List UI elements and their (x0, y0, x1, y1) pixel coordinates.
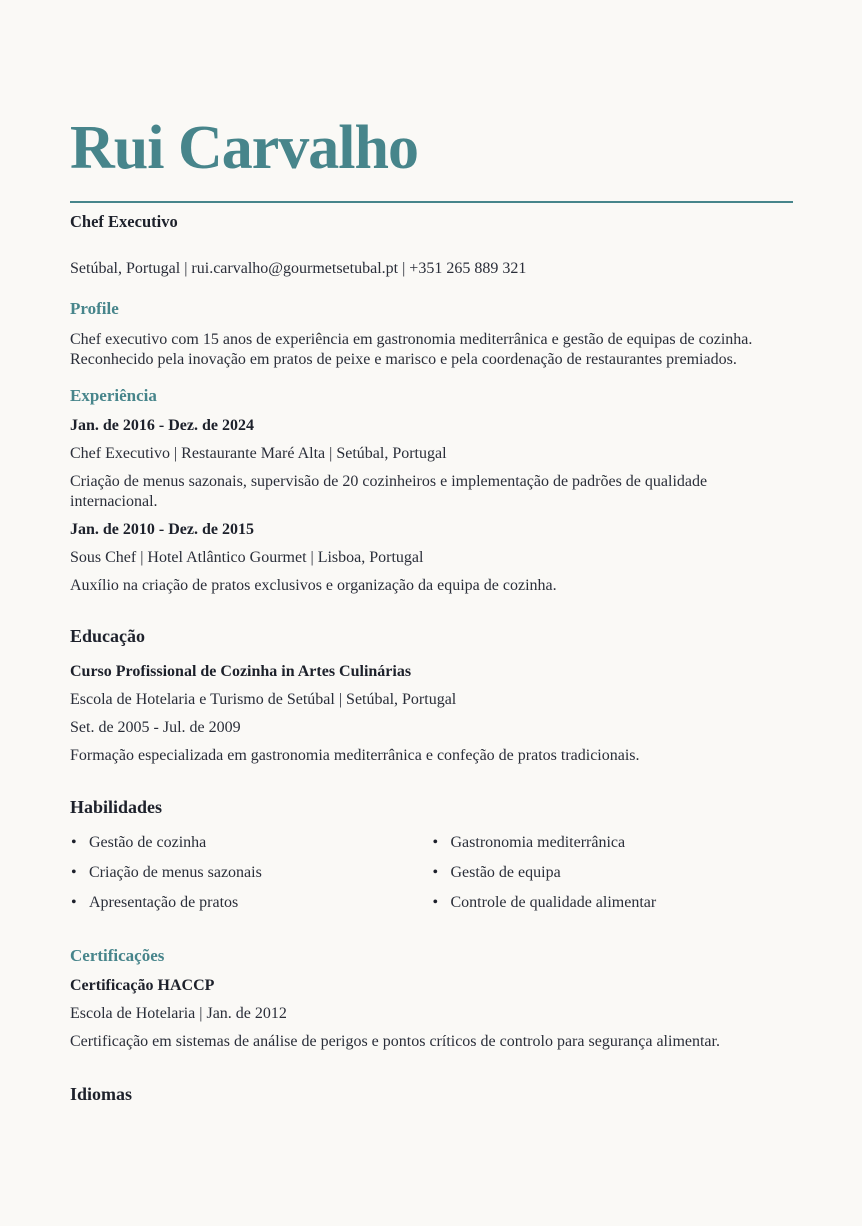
experience-entry (70, 520, 793, 596)
certification-name: Certificação HACCP (70, 977, 215, 994)
skill-item: • Gestão de equipa (432, 863, 794, 883)
skill-item: • Apresentação de pratos (70, 893, 432, 913)
section-heading-education: Educação (70, 626, 146, 646)
experience-description: Auxílio na criação de pratos exclusivos e organização da equipa de cozinha. (70, 577, 557, 594)
education-degree: Curso Profissional de Cozinha in Artes Culinárias (70, 663, 412, 680)
education-entry (70, 662, 793, 766)
education-dates: Set. de 2005 - Jul. de 2009 (70, 719, 241, 736)
certification-issuer: Escola de Hotelaria | Jan. de 2012 (70, 1005, 287, 1022)
skill-item: • Gestão de cozinha (70, 833, 432, 853)
section-heading-certifications: Certificações (70, 946, 165, 965)
experience-dates: Jan. de 2010 - Dez. de 2015 (70, 521, 254, 538)
contact-line: Setúbal, Portugal | rui.carvalho@gourmetsetubal.pt | +351 265 889 321 (70, 260, 527, 277)
experience-entry (70, 416, 793, 512)
person-name: Rui Carvalho (70, 114, 418, 182)
skill-item: • Criação de menus sazonais (70, 863, 432, 883)
certification-entry (70, 976, 793, 1052)
skill-item: • Controle de qualidade alimentar (432, 893, 794, 913)
section-heading-profile: Profile (70, 299, 119, 318)
profile-text: Chef executivo com 15 anos de experiência em gastronomia mediterrânica e gestão de equipas de cozinha. Reconhecido pela inovação em pratos de peixe e marisco e pela coordenação de restaurantes premiados. (70, 331, 753, 368)
experience-role: Chef Executivo | Restaurante Maré Alta | Setúbal, Portugal (70, 445, 447, 462)
experience-description: Criação de menus sazonais, supervisão de 20 cozinheiros e implementação de padrões de qualidade internacional. (70, 473, 708, 510)
header-divider (70, 201, 793, 203)
experience-role: Sous Chef | Hotel Atlântico Gourmet | Lisboa, Portugal (70, 549, 424, 566)
education-description: Formação especializada em gastronomia mediterrânica e confeção de pratos tradicionais. (70, 747, 640, 764)
skill-item: • Gastronomia mediterrânica (432, 833, 794, 853)
job-title: Chef Executivo (70, 212, 178, 231)
section-heading-experience: Experiência (70, 386, 157, 405)
certification-description: Certificação em sistemas de análise de perigos e pontos críticos de controlo para segurança alimentar. (70, 1033, 720, 1050)
section-heading-languages: Idiomas (70, 1084, 133, 1104)
experience-dates: Jan. de 2016 - Dez. de 2024 (70, 417, 254, 434)
skills-list (70, 833, 793, 913)
section-heading-skills: Habilidades (70, 797, 163, 817)
education-school: Escola de Hotelaria e Turismo de Setúbal | Setúbal, Portugal (70, 691, 457, 708)
